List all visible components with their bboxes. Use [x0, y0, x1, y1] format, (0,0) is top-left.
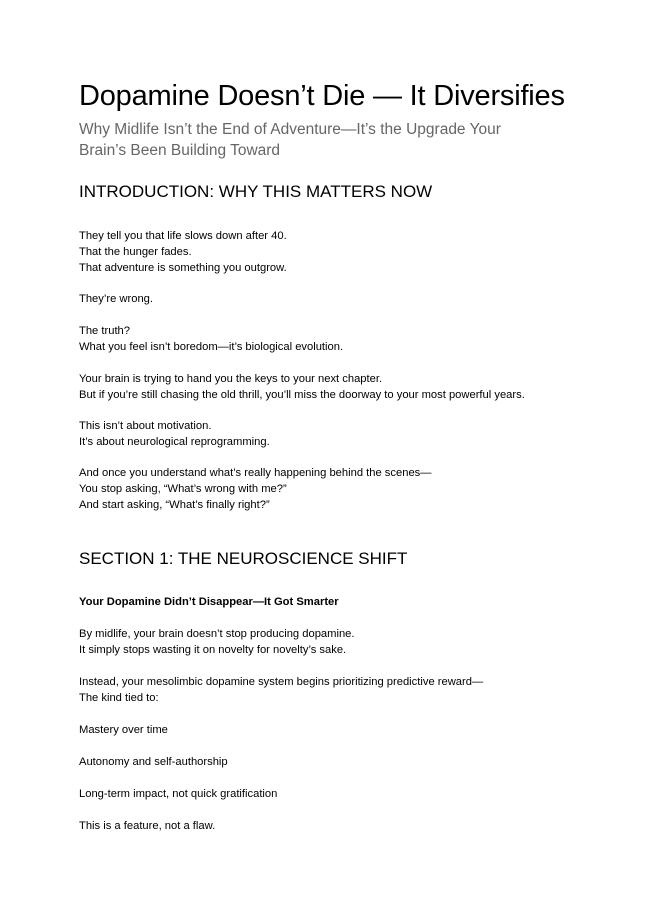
intro-paragraph: [79, 228, 287, 276]
text-line: That the hunger fades.: [79, 246, 192, 258]
text-line: And once you understand what’s really happening behind the scenes—: [79, 467, 432, 479]
text-line: Autonomy and self-authorship: [79, 756, 228, 768]
text-line: But if you’re still chasing the old thrill, you’ll miss the doorway to your most powerful years.: [79, 389, 525, 401]
text-line: They’re wrong.: [79, 293, 153, 305]
intro-paragraph: [79, 323, 343, 355]
text-line: This is a feature, not a flaw.: [79, 820, 216, 832]
section1-paragraph: [79, 626, 355, 658]
section1-list-line: [79, 722, 168, 738]
intro-heading: INTRODUCTION: WHY THIS MATTERS NOW: [79, 182, 433, 201]
text-line: What you feel isn’t boredom—it’s biological evolution.: [79, 341, 344, 353]
text-line: Mastery over time: [79, 724, 168, 736]
document-title: Dopamine Doesn’t Die — It Diversifies: [79, 80, 565, 112]
intro-paragraph: [79, 291, 153, 307]
text-line: It simply stops wasting it on novelty for novelty’s sake.: [79, 644, 347, 656]
section1-subheading: Your Dopamine Didn’t Disappear—It Got Smarter: [79, 596, 339, 608]
text-line: Your brain is trying to hand you the keys to your next chapter.: [79, 373, 383, 385]
text-line: That adventure is something you outgrow.: [79, 262, 287, 274]
section1-paragraph: [79, 674, 483, 706]
subtitle-line: Brain’s Been Building Toward: [79, 142, 281, 159]
text-line: Long-term impact, not quick gratification: [79, 788, 278, 800]
text-line: And start asking, “What’s finally right?”: [79, 499, 270, 511]
document-subtitle: [79, 119, 579, 161]
intro-paragraph: [79, 371, 525, 403]
intro-paragraph: [79, 418, 270, 450]
subtitle-line: Why Midlife Isn’t the End of Adventure—It’s the Upgrade Your: [79, 121, 501, 138]
section1-list-line: [79, 786, 277, 802]
text-line: The truth?: [79, 325, 130, 337]
text-line: You stop asking, “What’s wrong with me?”: [79, 483, 287, 495]
section1-paragraph: [79, 818, 215, 834]
section1-heading: SECTION 1: THE NEUROSCIENCE SHIFT: [79, 549, 408, 568]
text-line: Instead, your mesolimbic dopamine system begins prioritizing predictive reward—: [79, 676, 484, 688]
text-line: This isn’t about motivation.: [79, 420, 212, 432]
text-line: It’s about neurological reprogramming.: [79, 436, 270, 448]
text-line: The kind tied to:: [79, 692, 159, 704]
text-line: They tell you that life slows down after 40.: [79, 230, 287, 242]
section1-list-line: [79, 754, 228, 770]
intro-paragraph: [79, 465, 431, 513]
text-line: By midlife, your brain doesn’t stop producing dopamine.: [79, 628, 355, 640]
